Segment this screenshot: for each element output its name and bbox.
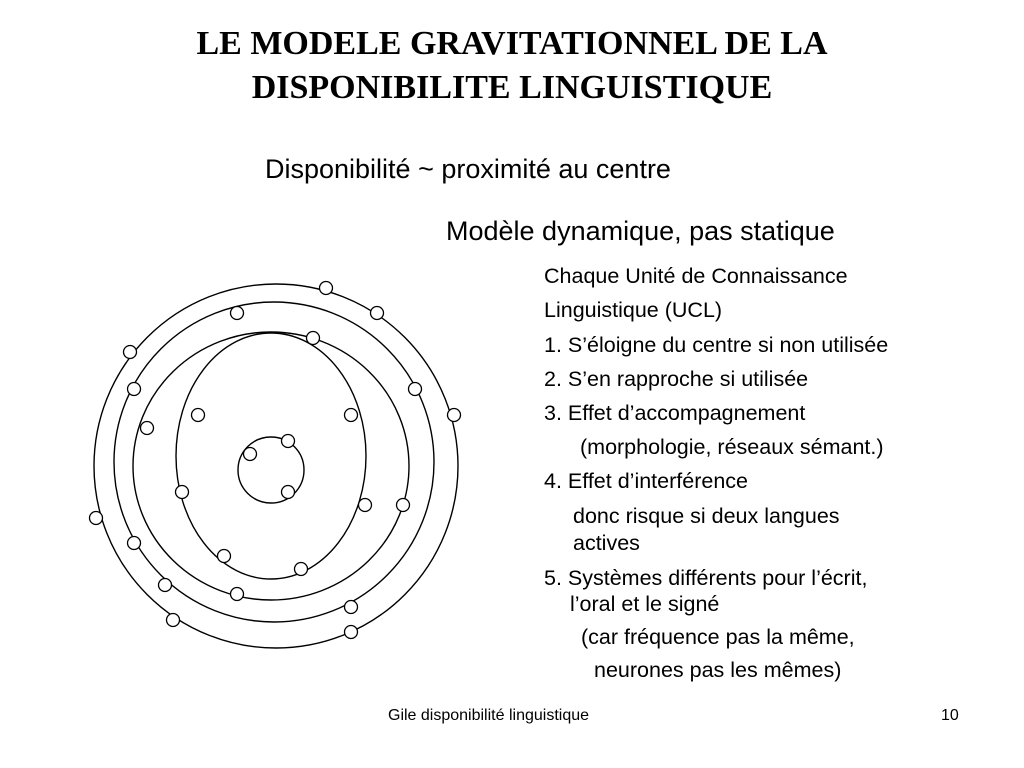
unit-dot	[128, 537, 141, 550]
orbit-2	[176, 333, 366, 579]
unit-dot	[307, 332, 320, 345]
unit-dot	[345, 409, 358, 422]
list-item-5-detail-2: neurones pas les mêmes)	[594, 658, 842, 682]
unit-dot	[128, 383, 141, 396]
unit-dot	[231, 588, 244, 601]
unit-dot	[320, 282, 333, 295]
list-item-2: 2. S’en rapproche si utilisée	[544, 367, 809, 391]
unit-dot	[176, 486, 189, 499]
list-item-3-detail: (morphologie, réseaux sémant.)	[580, 435, 884, 459]
unit-dot	[192, 409, 205, 422]
unit-dot	[231, 307, 244, 320]
unit-dot	[295, 563, 308, 576]
list-item-5-detail-1: (car fréquence pas la même,	[581, 625, 855, 649]
unit-dot	[141, 422, 154, 435]
unit-dot	[218, 550, 231, 563]
unit-dot	[345, 601, 358, 614]
list-item-5-line-2: l’oral et le signé	[570, 592, 720, 616]
page-number: 10	[941, 707, 959, 724]
unit-dot	[359, 499, 372, 512]
subtitle-dynamic-model: Modèle dynamique, pas statique	[446, 216, 835, 246]
orbit-4	[114, 302, 434, 622]
list-item-4: 4. Effet d’interférence	[544, 469, 748, 493]
slide-title-line-2: DISPONIBILITE LINGUISTIQUE	[251, 69, 773, 106]
ucl-line-2: Linguistique (UCL)	[544, 298, 723, 322]
ucl-line-1: Chaque Unité de Connaissance	[544, 264, 848, 288]
list-item-1: 1. S’éloigne du centre si non utilisée	[544, 333, 889, 357]
unit-dot	[282, 486, 295, 499]
slide-title-line-1: LE MODELE GRAVITATIONNEL DE LA	[196, 25, 828, 62]
unit-dot	[371, 307, 384, 320]
list-item-5-line-1: 5. Systèmes différents pour l’écrit,	[544, 566, 868, 590]
list-item-3: 3. Effet d’accompagnement	[544, 401, 806, 425]
orbit-5	[94, 284, 458, 648]
unit-dot	[90, 512, 103, 525]
unit-dot	[397, 499, 410, 512]
footer-label: Gile disponibilité linguistique	[388, 707, 590, 724]
unit-dot	[409, 383, 422, 396]
unit-dot	[244, 448, 257, 461]
unit-dot	[282, 435, 295, 448]
unit-dot	[448, 409, 461, 422]
unit-dot	[159, 579, 172, 592]
unit-dot	[345, 626, 358, 639]
orbit-3	[133, 332, 409, 600]
unit-dot	[124, 346, 137, 359]
list-item-4-detail-2: actives	[573, 531, 640, 555]
list-item-4-detail-1: donc risque si deux langues	[573, 504, 840, 528]
unit-dot	[167, 614, 180, 627]
subtitle-availability: Disponibilité ~ proximité au centre	[265, 154, 671, 184]
